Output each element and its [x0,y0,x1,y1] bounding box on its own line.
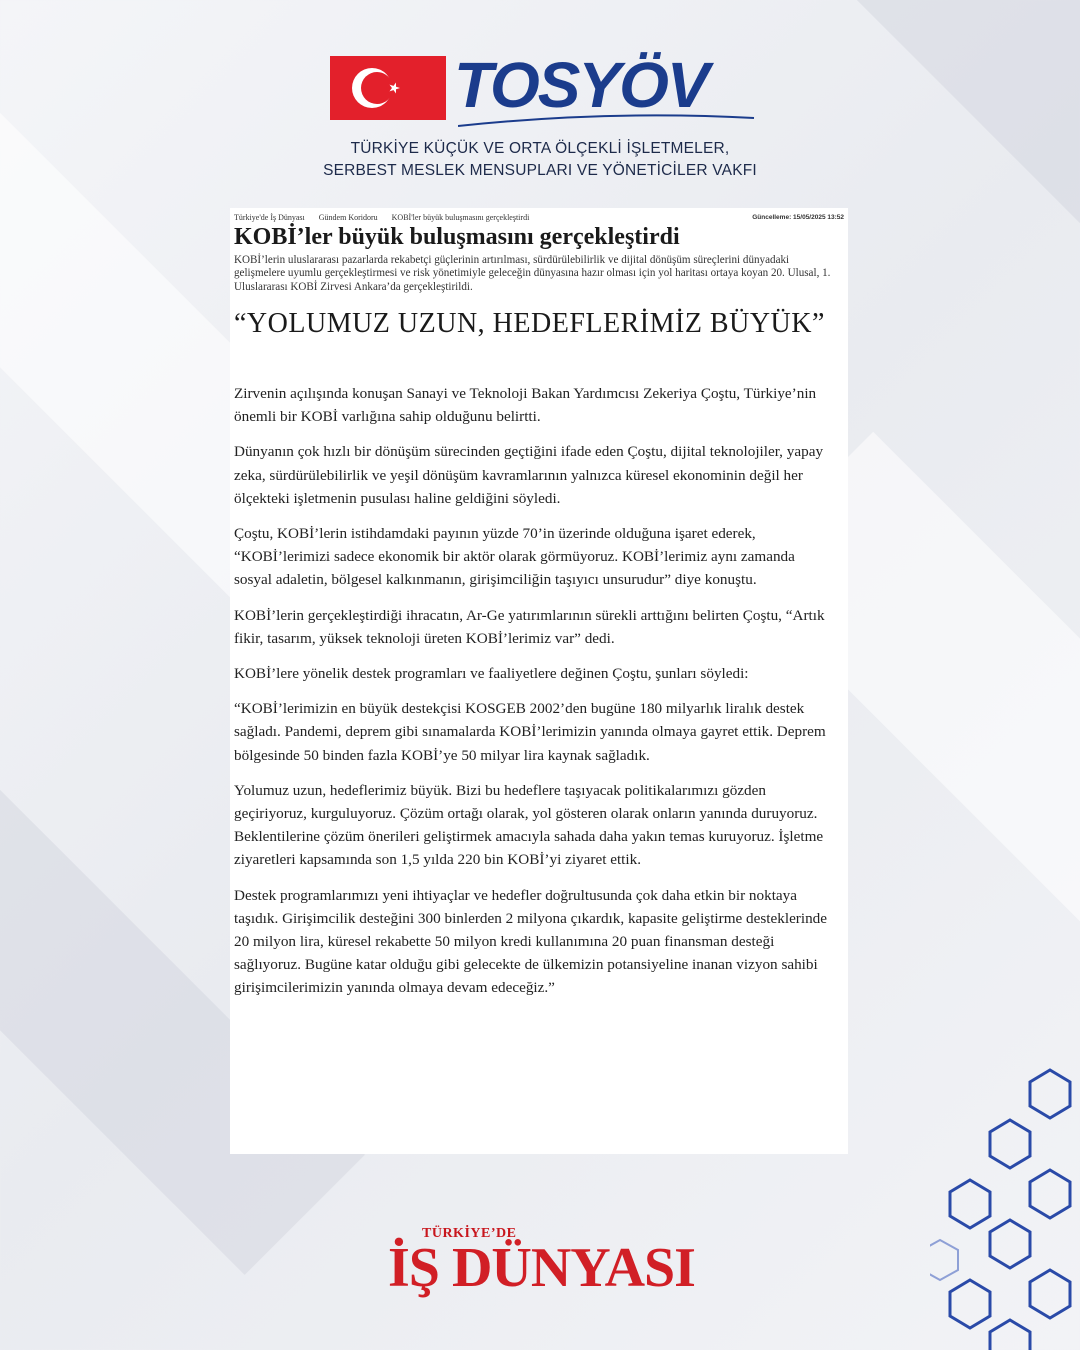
tosyov-logo [330,49,750,132]
paragraph: Dünyanın çok hızlı bir dönüşüm sürecinden geçtiğini ifade eden Çoştu, dijital teknolojiler, yapay zeka, sürdürülebilirlik ve yeşil dönüşüm kavramlarının yalnızca küresel ekonominin değil her ölçekteki işletmenin pusulası haline geldiğini söyledi. [234,443,824,507]
paragraph: Destek programlarımızı yeni ihtiyaçlar ve hedefler doğrultusunda çok daha etkin bir noktaya taşıdık. Girişimcilik desteğini 300 binlerden 2 milyona çıkardık, kapasite geliştirme desteklerinde 20 milyon lira, küresel rekabette 50 milyon kredi kullanımına 20 puan finansman desteği sağlıyoruz. Bugüne katar olduğu gibi gelecekte de ülkemizin potansiyeline inanan vizyon sahibi girişimcilerimizin yanında olmaya devam edeceğiz.” [234,886,828,997]
article-body [234,382,836,1012]
organization-name [300,138,780,182]
breadcrumb-item: KOBİ'ler büyük buluşmasını gerçekleştirdi [391,213,530,222]
quote-title: “YOLUMUZ UZUN, HEDEFLERİMİZ BÜYÜK” [234,308,825,339]
article-card [230,208,848,1154]
paragraph: Çoştu, KOBİ’lerin istihdamdaki payının yüzde 70’in üzerinde olduğuna işaret ederek, “KOBİ’lerimizi sadece ekonomik bir aktör olarak görmüyoruz. KOBİ’lerimiz aynı zamanda sosyal adaletin, bölgesel kalkınmanın, girişimciliğin taşıyıcı unsurudur” diye konuştu. [234,525,795,589]
paragraph: Yolumuz uzun, hedeflerimiz büyük. Bizi bu hedeflere taşıyacak politikalarımızı gözden geçiriyoruz, kurguluyoruz. Çözüm ortağı olarak, yol gösteren olarak onların yanında duruyoruz. Beklentilerine çözüm önerileri geliştirmek amacıyla sahada daha yakın temas kuruyoruz. İşletme ziyaretleri kapsamında son 1,5 yılda 220 bin KOBİ’yi ziyaret ettik. [234,781,824,869]
paragraph: “KOBİ’lerimizin en büyük destekçisi KOSGEB 2002’den bugüne 180 milyarlık liralık destek sağladı. Pandemi, deprem gibi sınamalarda KOBİ’lerimizin yanında olmaya gayret ettik. Deprem bölgesinde 50 binden fazla KOBİ’ye 50 milyar lira kaynak sağladık. [234,700,826,764]
paragraph: KOBİ’lere yönelik destek programları ve faaliyetlere değinen Çoştu, şunları söyledi: [234,665,749,683]
article-headline: KOBİ’ler büyük buluşmasını gerçekleştirdi [234,224,680,250]
paragraph: Zirvenin açılışında konuşan Sanayi ve Teknoloji Bakan Yardımcısı Zekeriya Çoştu, Türkiye’nin önemli bir KOBİ varlığına sahip olduğunu belirtti. [234,385,817,426]
breadcrumb-item[interactable]: Gündem Koridoru [318,213,378,222]
paragraph: KOBİ’lerin gerçekleştirdiği ihracatın, Ar-Ge yatırımlarının sürekli arttığını belirten Çoştu, “Artık fikir, tasarım, yüksek teknoloji üreten KOBİ’lerimiz var” dedi. [234,606,825,647]
update-timestamp: Güncelleme: 15/05/2025 13:52 [752,214,844,221]
hexagon-pattern-icon [930,1050,1080,1350]
turkish-flag-icon [330,56,446,120]
brand-name: TOSYÖV [454,49,708,121]
brand-swoosh-icon [458,112,758,128]
footer-logo-big-text: İŞ DÜNYASI [388,1237,695,1299]
org-line-2: SERBEST MESLEK MENSUPLARI VE YÖNETİCİLER VAKFI [323,162,757,179]
is-dunyasi-logo [388,1226,695,1306]
breadcrumb-item[interactable]: Türkiye'de İş Dünyası [234,213,305,222]
org-line-1: TÜRKİYE KÜÇÜK VE ORTA ÖLÇEKLİ İŞLETMELER, [350,140,730,157]
breadcrumb [234,213,541,222]
article-summary: KOBİ’lerin uluslararası pazarlarda rekabetçi güçlerinin artırılması, sürdürülebilirlik ve dijital dönüşüm süreçlerini dünyadaki gelişmelere uyumlu gerçekleştirmesi ve risk yönetimiyle geleceğin dünyasına hazır olması için yol haritası ortaya koyan 20. Ulusal, 1. Uluslararası KOBİ Zirvesi Ankara’da gerçekleştirildi. [234,254,831,293]
footer-logo-small-text: TÜRKİYE’DE [422,1226,517,1241]
